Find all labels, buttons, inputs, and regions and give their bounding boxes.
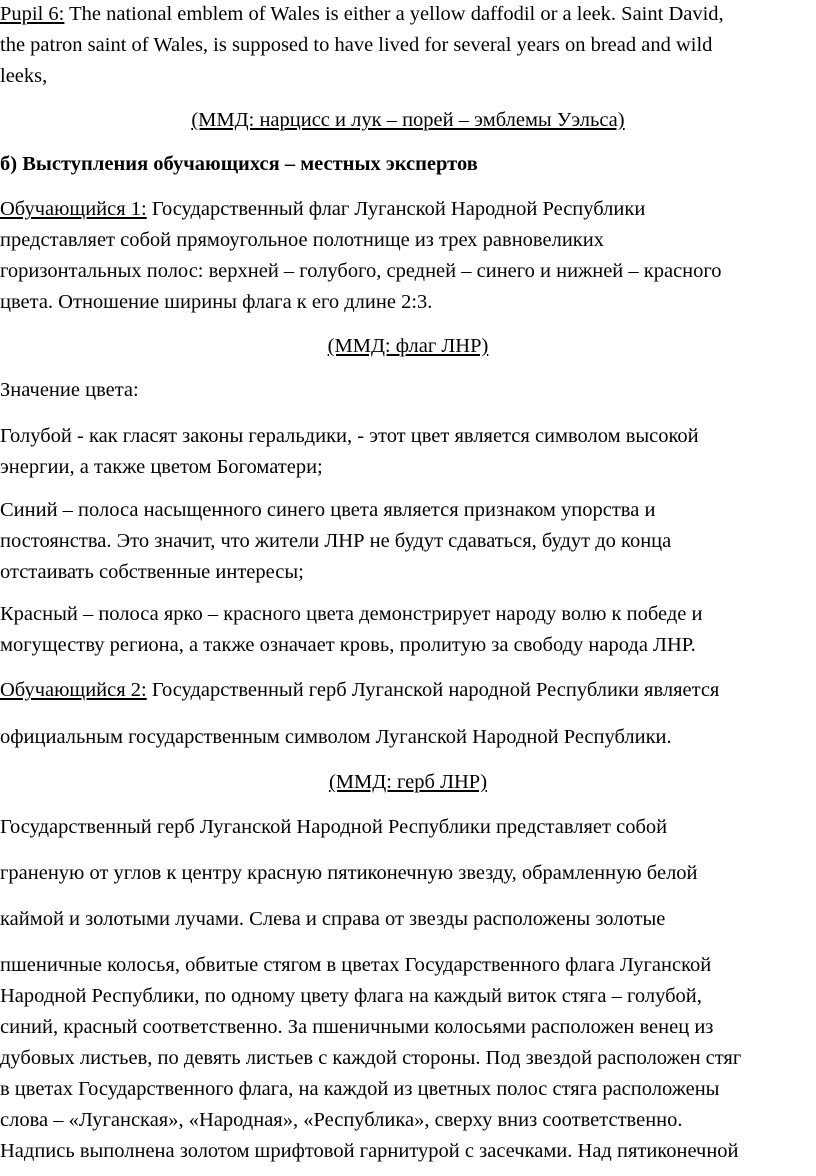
speaker-label-student2: Обучающийся 2: — [0, 679, 147, 701]
mmd-note-emblem: (ММД: герб ЛНР) — [328, 771, 488, 793]
paragraph-emblem-line-9: слова – «Луганская», «Народная», «Республика», сверху вниз соответственно. — [0, 1109, 683, 1131]
color-meaning-heading: Значение цвета: — [0, 379, 139, 401]
paragraph-emblem-line-1: Государственный герб Луганской Народной Республики представляет собой — [0, 816, 668, 838]
paragraph-emblem-line-4: пшеничные колосья, обвитые стягом в цветах Государственного флага Луганской — [0, 954, 712, 976]
paragraph-emblem-line-8: в цветах Государственного флага, на каждой из цветных полос стяга расположены — [0, 1078, 720, 1100]
paragraph-pupil6-line-1: Pupil 6: The national emblem of Wales is either a yellow daffodil or a leek. Saint David, — [0, 3, 724, 25]
paragraph-student1-line-1: Обучающийся 1: Государственный флаг Луганской Народной Республики — [0, 198, 646, 220]
paragraph-emblem-line-10: Надпись выполнена золотом шрифтовой гарнитурой с засечками. Над пятиконечной — [0, 1140, 739, 1162]
paragraph-emblem-line-6: синий, красный соответственно. За пшеничными колосьями расположен венец из — [0, 1016, 714, 1038]
paragraph-student1-line-2: представляет собой прямоугольное полотнище из трех равновеликих — [0, 229, 604, 251]
paragraph-student2-line-1: Обучающийся 2: Государственный герб Луганской народной Республики является — [0, 679, 720, 701]
speaker-label-pupil6: Pupil 6: — [0, 3, 65, 25]
paragraph-red-line-1: Красный – полоса ярко – красного цвета демонстрирует народу волю к победе и — [0, 603, 703, 625]
paragraph-emblem-line-7: дубовых листьев, по девять листьев с каждой стороны. Под звездой расположен стяг — [0, 1047, 742, 1069]
speaker-label-student1: Обучающийся 1: — [0, 198, 147, 220]
paragraph-blue-line-1: Голубой - как гласят законы геральдики, - этот цвет является символом высокой — [0, 425, 699, 447]
paragraph-pupil6-line-3: leeks, — [0, 65, 48, 87]
paragraph-student1-line-3: горизонтальных полос: верхней – голубого, средней – синего и нижней – красного — [0, 260, 722, 282]
mmd-note-wales: (ММД: нарцисс и лук – порей – эмблемы Уэльса) — [191, 109, 625, 131]
paragraph-red-line-2: могуществу региона, а также означает кровь, пролитую за свободу народа ЛНР. — [0, 634, 696, 656]
paragraph-student2-line-2: официальным государственным символом Луганской Народной Республики. — [0, 726, 672, 748]
section-heading: б) Выступления обучающихся – местных экспертов — [0, 153, 478, 175]
paragraph-blue-line-2: энергии, а также цветом Богоматери; — [0, 456, 323, 478]
mmd-note-flag: (ММД: флаг ЛНР) — [327, 335, 489, 357]
paragraph-emblem-line-3: каймой и золотыми лучами. Слева и справа от звезды расположены золотые — [0, 908, 666, 930]
paragraph-pupil6-line-2: the patron saint of Wales, is supposed to have lived for several years on bread and wild — [0, 34, 713, 56]
paragraph-emblem-line-2: граненую от углов к центру красную пятиконечную звезду, обрамленную белой — [0, 862, 698, 884]
paragraph-student1-line-4: цвета. Отношение ширины флага к его длине 2:3. — [0, 291, 433, 313]
paragraph-navy-line-2: постоянства. Это значит, что жители ЛНР не будут сдаваться, будут до конца — [0, 530, 672, 552]
paragraph-emblem-line-5: Народной Республики, по одному цвету флага на каждый виток стяга – голубой, — [0, 985, 702, 1007]
paragraph-navy-line-3: отстаивать собственные интересы; — [0, 561, 304, 583]
paragraph-navy-line-1: Синий – полоса насыщенного синего цвета является признаком упорства и — [0, 499, 656, 521]
